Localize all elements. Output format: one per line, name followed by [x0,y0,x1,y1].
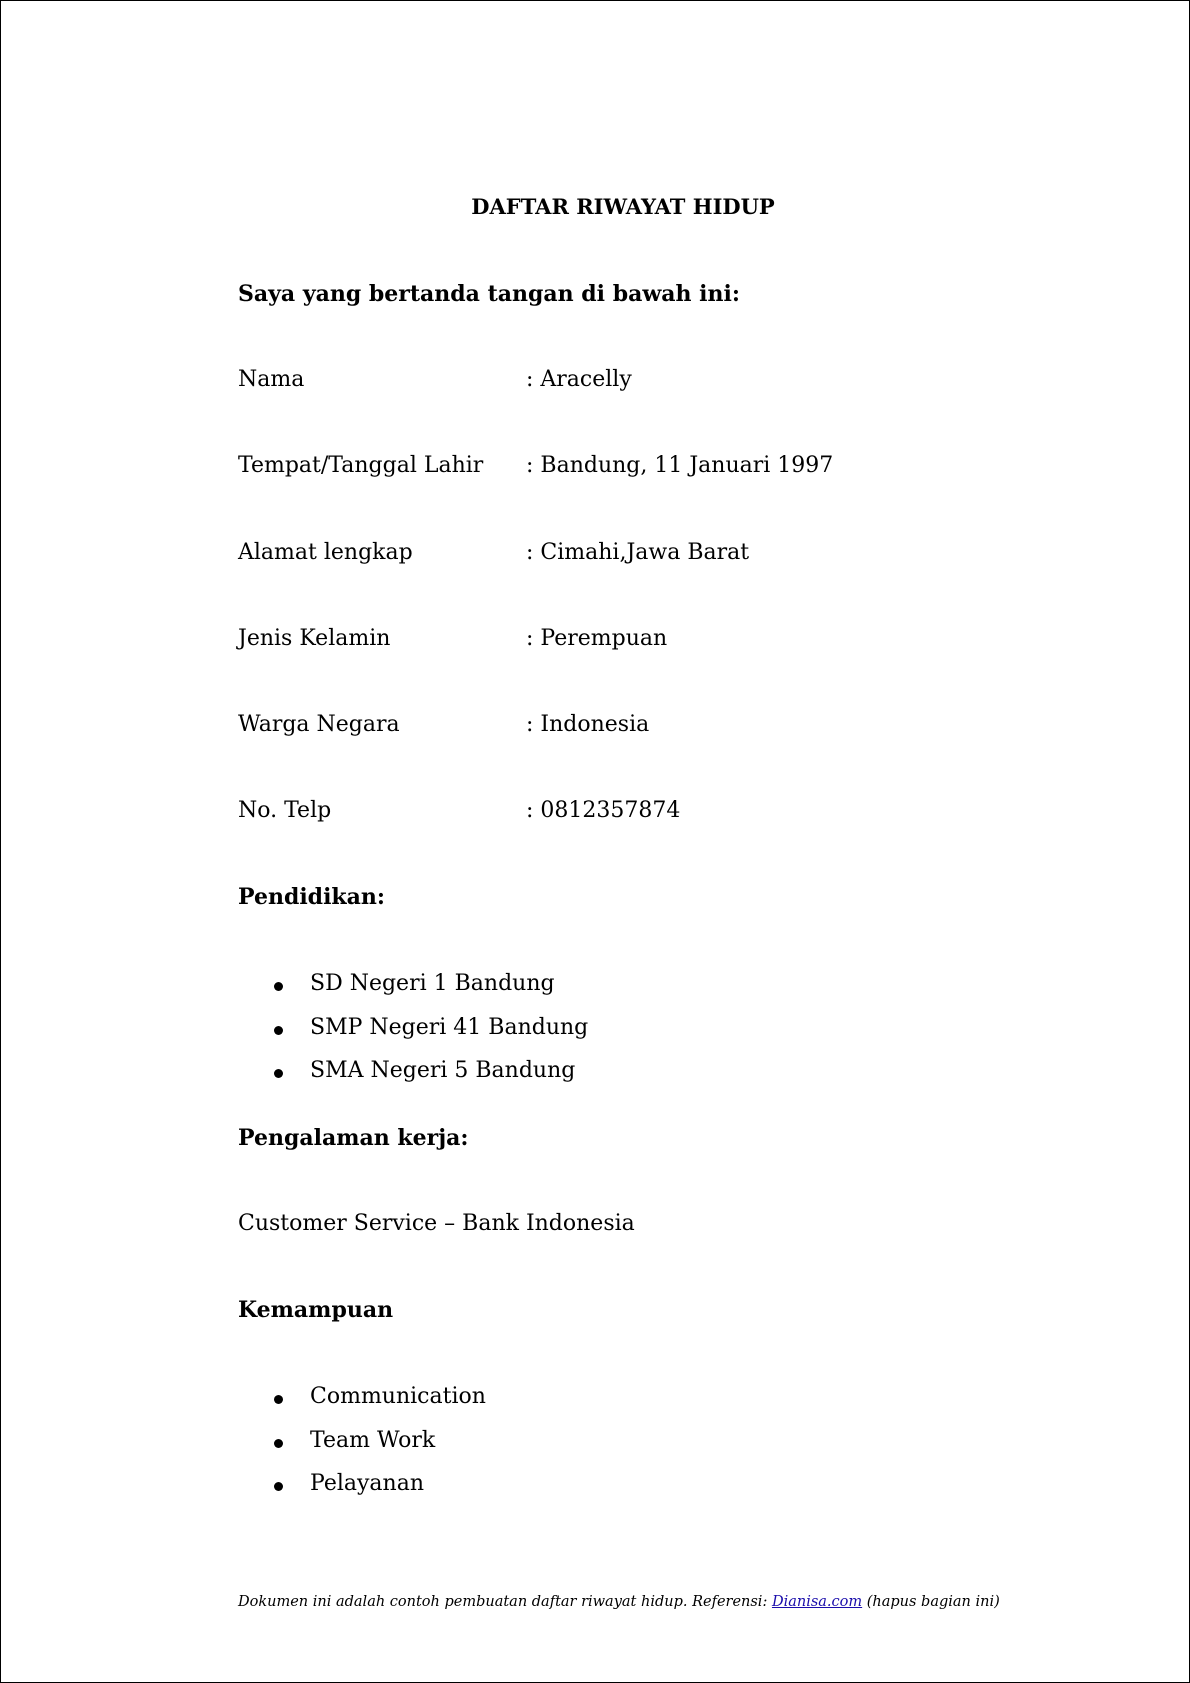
list-item [238,1384,486,1428]
list-item [238,1058,588,1102]
bullet-icon [274,1395,283,1404]
field-value: : Bandung, 11 Januari 1997 [526,453,834,478]
field-label: Tempat/Tanggal Lahir [238,453,484,478]
list-item-text: SMP Negeri 41 Bandung [310,1014,589,1040]
experience-heading: Pengalaman kerja: [238,1125,469,1151]
field-value: : Cimahi,Jawa Barat [526,540,750,565]
list-item-text: SD Negeri 1 Bandung [310,971,555,996]
field-label: Warga Negara [238,712,400,737]
footer-prefix: Dokumen ini adalah contoh pembuatan daftar riwayat hidup. Referensi: [238,1594,772,1610]
experience-text: Customer Service – Bank Indonesia [238,1211,635,1236]
list-item-text: Pelayanan [310,1471,424,1496]
field-value: : 0812357874 [526,798,681,823]
field-value: : Perempuan [526,626,668,651]
list-item-text: SMA Negeri 5 Bandung [310,1058,576,1083]
field-label: Nama [238,367,305,392]
field-label: No. Telp [238,798,332,823]
education-heading: Pendidikan: [238,884,386,910]
skills-heading: Kemampuan [238,1297,394,1323]
list-item-text: Team Work [310,1427,436,1453]
footer-suffix: (hapus bagian ini) [862,1594,1000,1610]
document-title: DAFTAR RIWAYAT HIDUP [471,194,775,219]
list-item [238,1428,486,1472]
bullet-icon [274,1439,283,1448]
education-list [238,971,588,1102]
skills-list [238,1384,486,1515]
field-label: Alamat lengkap [238,540,413,565]
intro-heading: Saya yang bertanda tangan di bawah ini: [238,281,741,307]
footer-note [238,1594,1000,1610]
bullet-icon [274,1482,283,1491]
list-item-text: Communication [310,1384,486,1409]
field-label: Jenis Kelamin [238,626,391,651]
reference-link[interactable]: Dianisa.com [771,1594,863,1610]
field-value: : Indonesia [526,712,650,737]
list-item [238,1471,486,1515]
bullet-icon [274,1026,283,1035]
list-item [238,1015,588,1059]
bullet-icon [274,982,283,991]
bullet-icon [274,1069,283,1078]
field-value: : Aracelly [526,367,632,392]
list-item [238,971,588,1015]
